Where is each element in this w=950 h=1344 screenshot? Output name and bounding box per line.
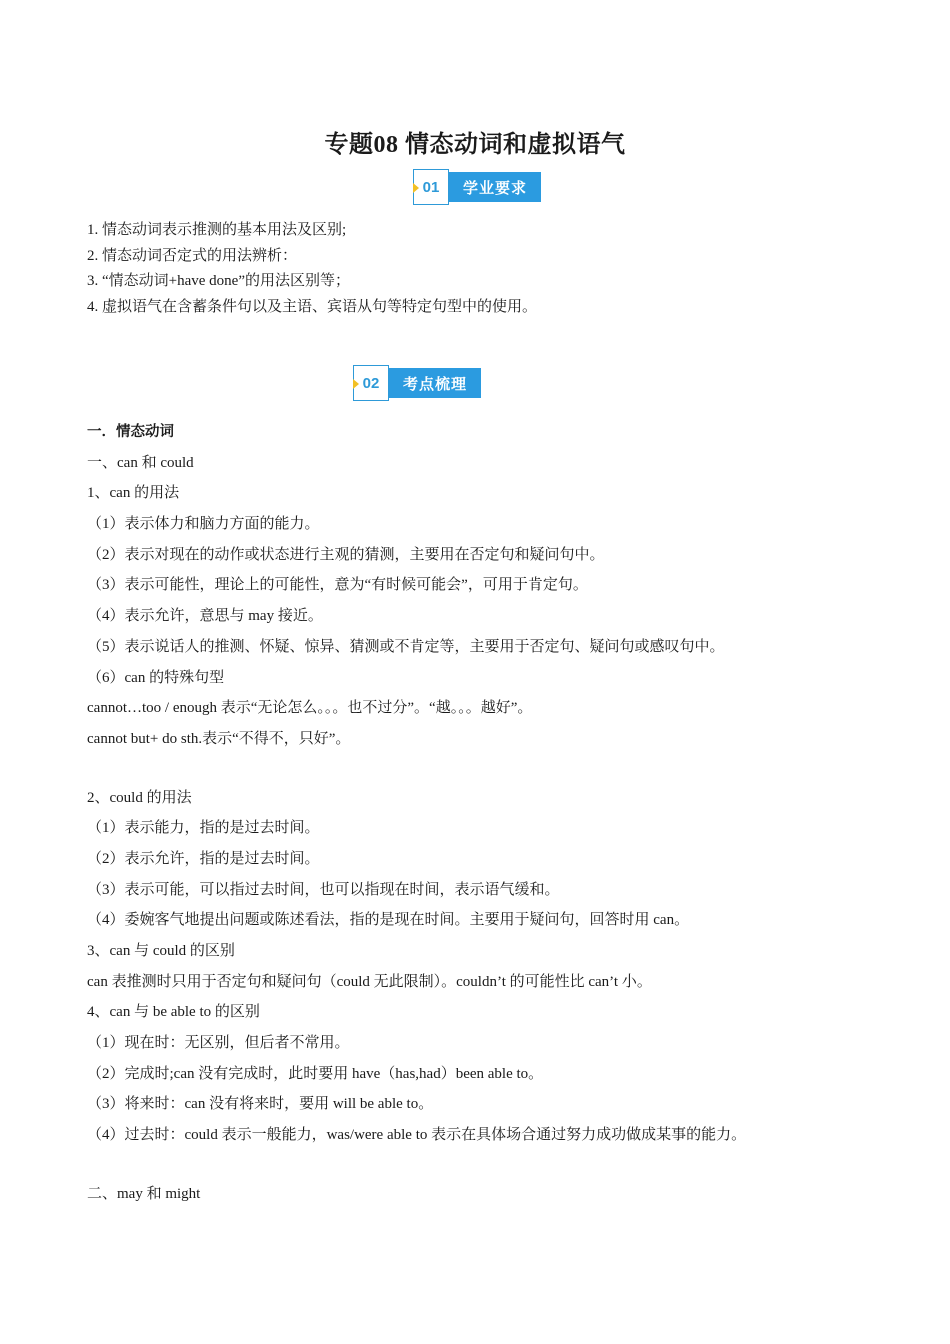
text-line: cannot but+ do sth.表示“不得不，只好”。 <box>87 730 351 747</box>
text-line: （3）将来时：can 没有将来时，要用 will be able to。 <box>87 1096 434 1113</box>
requirement-item: 1. 情态动词表示推测的基本用法及区别; <box>87 222 347 238</box>
text-line: （1）现在时：无区别，但后者不常用。 <box>87 1035 350 1052</box>
spacer <box>87 759 746 787</box>
document-title: 专题08 情态动词和虚拟语气 <box>324 132 626 158</box>
requirement-item: 2. 情态动词否定式的用法辨析： <box>87 247 298 264</box>
text-line: 2、could 的用法 <box>87 789 192 806</box>
text-line: cannot…too / enough 表示“无论怎么。。。也不过分”。“越。。。越好”。 <box>87 700 533 717</box>
requirement-item: 3. “情态动词+have done”的用法区别等； <box>87 273 350 289</box>
text-line: （1）表示能力，指的是过去时间。 <box>87 820 320 837</box>
badge-key-points <box>353 366 481 400</box>
badge-study-requirements <box>413 170 541 204</box>
requirement-item: 4. 虚拟语气在含蓄条件句以及主语、宾语从句等特定句型中的使用。 <box>87 298 538 315</box>
badge-number-box <box>353 365 389 401</box>
text-line: （2）表示允许，指的是过去时间。 <box>87 850 320 867</box>
badge-label: 考点梳理 <box>389 368 481 398</box>
text-line: （4）表示允许，意思与 may 接近。 <box>87 608 323 625</box>
badge-number: 02 <box>362 374 380 392</box>
badge-arrow-icon <box>353 379 359 389</box>
text-line: （4）过去时：could 表示一般能力，was/were able to 表示在具体场合通过努力成功做成某事的能力。 <box>87 1127 747 1144</box>
text-line: 1、can 的用法 <box>87 485 180 502</box>
spacer <box>87 1155 746 1183</box>
text-line: 3、can 与 could 的区别 <box>87 943 235 959</box>
content-body <box>87 421 746 1214</box>
text-line: （4）委婉客气地提出问题或陈述看法，指的是现在时间。主要用于疑问句，回答时用 can。 <box>87 912 690 929</box>
text-line: 二、may 和 might <box>87 1185 201 1202</box>
text-line: （2）完成时;can 没有完成时，此时要用 have（has,had）been able to。 <box>87 1065 544 1082</box>
text-line: can 表推测时只用于否定句和疑问句（could 无此限制）。couldn’t 的可能性比 can’t 小。 <box>87 973 652 990</box>
text-line: （3）表示可能，可以指过去时间，也可以指现在时间，表示语气缓和。 <box>87 881 560 898</box>
text-line: （2）表示对现在的动作或状态进行主观的猜测，主要用在否定句和疑问句中。 <box>87 546 605 563</box>
badge-label: 学业要求 <box>449 172 541 202</box>
badge-number-box <box>413 169 449 205</box>
text-line: 一、can 和 could <box>87 454 194 471</box>
section-heading: 一．情态动词 <box>87 424 174 440</box>
text-line: （3）表示可能性，理论上的可能性，意为“有时候可能会”，可用于肯定句。 <box>87 577 588 594</box>
requirements-list <box>87 218 537 320</box>
text-line: （5）表示说话人的推测、怀疑、惊异、猜测或不肯定等，主要用于否定句、疑问句或感叹句中。 <box>87 638 725 655</box>
text-line: 4、can 与 be able to 的区别 <box>87 1004 260 1021</box>
badge-number: 01 <box>422 178 440 196</box>
text-line: （6）can 的特殊句型 <box>87 669 225 686</box>
badge-arrow-icon <box>413 183 419 193</box>
text-line: （1）表示体力和脑力方面的能力。 <box>87 516 320 533</box>
